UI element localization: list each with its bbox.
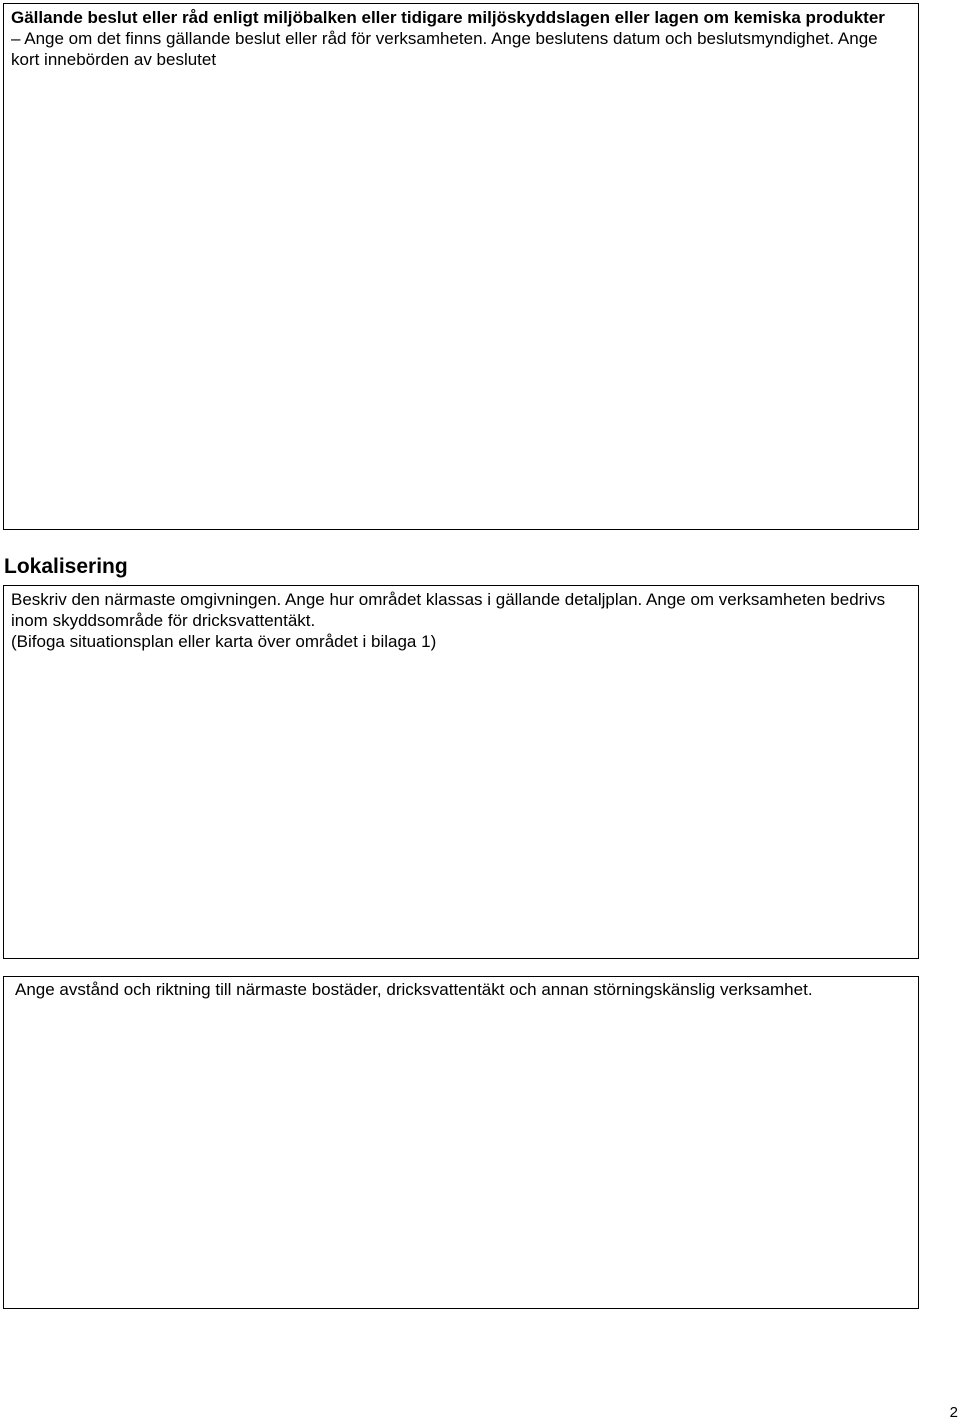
distance-answer-box[interactable]	[3, 976, 919, 1309]
decision-heading: Gällande beslut eller råd enligt miljöbalken eller tidigare miljöskyddslagen eller lagen om kemiska produkter	[11, 8, 885, 27]
decision-answer-box[interactable]	[3, 3, 919, 530]
decision-instruction: – Ange om det finns gällande beslut eller råd för verksamheten. Ange beslutens datum och beslutsmyndighet. Ange kort innebörden av beslutet	[11, 29, 878, 69]
decision-prompt	[11, 7, 891, 70]
surroundings-prompt	[11, 589, 901, 652]
surroundings-prompt-line2: (Bifoga situationsplan eller karta över området i bilaga 1)	[11, 632, 437, 651]
distance-prompt: Ange avstånd och riktning till närmaste bostäder, dricksvattentäkt och annan störningskänslig verksamhet.	[15, 980, 813, 999]
surroundings-answer-box[interactable]	[3, 585, 919, 959]
surroundings-prompt-line1: Beskriv den närmaste omgivningen. Ange hur området klassas i gällande detaljplan. Ange om verksamheten bedrivs inom skyddsområde för dricksvattentäkt.	[11, 590, 886, 630]
page-number: 2	[949, 1404, 958, 1421]
section-heading-lokalisering: Lokalisering	[4, 555, 128, 578]
